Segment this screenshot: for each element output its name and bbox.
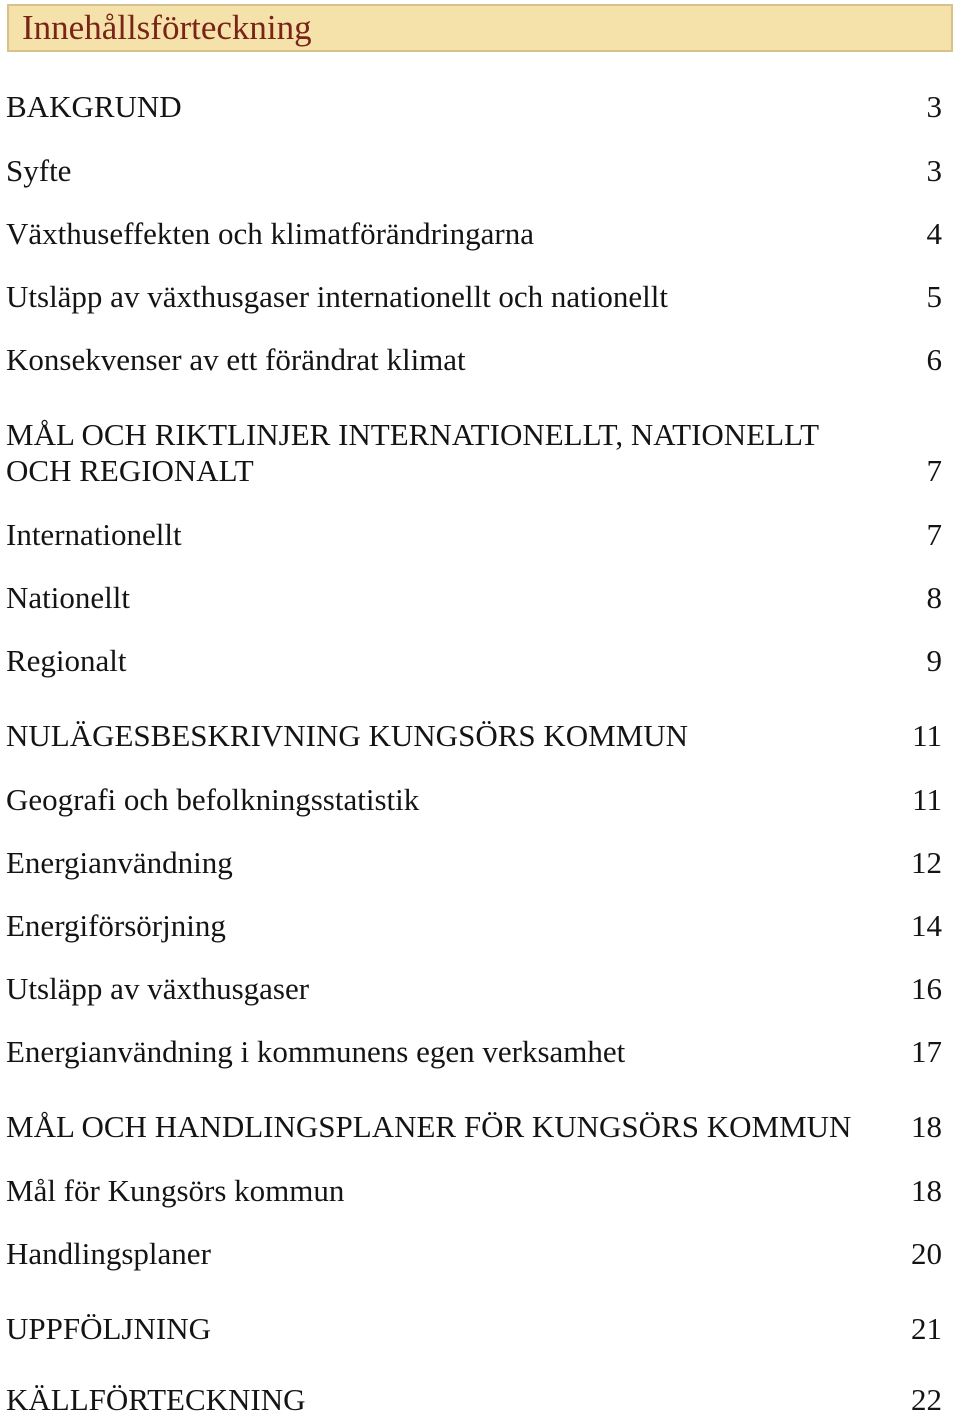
toc-entry-page-number: 20: [911, 1236, 942, 1271]
toc-subsection-entry: [6, 580, 942, 615]
toc-entry-page-number: 3: [926, 89, 942, 124]
toc-entry-title: Utsläpp av växthusgaser: [6, 971, 310, 1006]
toc-section-entry: [6, 1109, 942, 1145]
toc-subsection-entry: [6, 908, 942, 943]
toc-subsection-entry: [6, 1173, 942, 1208]
toc-entry-title: Syfte: [6, 153, 72, 188]
toc-heading: Innehållsförteckning: [22, 8, 312, 47]
toc-section-entry: [6, 89, 942, 125]
toc-entry-title: KÄLLFÖRTECKNING: [6, 1382, 306, 1417]
toc-subsection-entry: [6, 1236, 942, 1271]
toc-entry-title: UPPFÖLJNING: [6, 1311, 211, 1346]
toc-entry-page-number: 9: [926, 643, 942, 678]
toc-entry-page-number: 8: [926, 580, 942, 615]
toc-entry-page-number: 14: [911, 908, 942, 943]
toc-header-box: [7, 4, 953, 52]
toc-entry-page-number: 17: [911, 1034, 942, 1069]
toc-entry-page-number: 7: [926, 517, 942, 552]
toc-section-entry: [6, 1382, 942, 1418]
toc-entry-title: Växthuseffekten och klimatförändringarna: [6, 216, 534, 251]
toc-subsection-entry: [6, 342, 942, 377]
toc-entry-page-number: 18: [911, 1109, 942, 1144]
toc-entry-title: MÅL OCH HANDLINGSPLANER FÖR KUNGSÖRS KOMMUN: [6, 1109, 852, 1144]
toc-entry-title: Handlingsplaner: [6, 1236, 211, 1271]
toc-entry-page-number: 16: [911, 971, 942, 1006]
toc-entry-title: BAKGRUND: [6, 89, 182, 124]
toc-list: [6, 89, 942, 1418]
toc-entry-page-number: 18: [911, 1173, 942, 1208]
toc-entry-title: Nationellt: [6, 580, 130, 615]
toc-entry-title: Energianvändning: [6, 845, 233, 880]
toc-entry-page-number: 4: [926, 216, 942, 251]
toc-subsection-entry: [6, 1034, 942, 1069]
toc-subsection-entry: [6, 153, 942, 188]
toc-subsection-entry: [6, 216, 942, 251]
toc-entry-page-number: 6: [926, 342, 942, 377]
toc-entry-page-number: 21: [911, 1311, 942, 1346]
toc-entry-title: Konsekvenser av ett förändrat klimat: [6, 342, 466, 377]
toc-subsection-entry: [6, 845, 942, 880]
toc-entry-title: MÅL OCH RIKTLINJER INTERNATIONELLT, NATIONELLT OCH REGIONALT: [6, 417, 819, 488]
toc-section-entry: [6, 1311, 942, 1347]
toc-entry-title: Mål för Kungsörs kommun: [6, 1173, 345, 1208]
toc-entry-page-number: 12: [911, 845, 942, 880]
toc-subsection-entry: [6, 279, 942, 314]
toc-entry-title: Utsläpp av växthusgaser internationellt och nationellt: [6, 279, 669, 314]
toc-entry-title: Energiförsörjning: [6, 908, 226, 943]
toc-subsection-entry: [6, 643, 942, 678]
toc-entry-page-number: 5: [926, 279, 942, 314]
toc-section-entry: [6, 417, 942, 489]
toc-entry-title: Regionalt: [6, 643, 127, 678]
toc-entry-title: Energianvändning i kommunens egen verksamhet: [6, 1034, 626, 1069]
toc-entry-title: Internationellt: [6, 517, 182, 552]
toc-entry-page-number: 22: [911, 1382, 942, 1417]
toc-entry-title: Geografi och befolkningsstatistik: [6, 782, 420, 817]
toc-subsection-entry: [6, 971, 942, 1006]
toc-entry-page-number: 7: [926, 453, 942, 488]
toc-section-entry: [6, 718, 942, 754]
toc-entry-page-number: 3: [926, 153, 942, 188]
toc-subsection-entry: [6, 782, 942, 817]
toc-entry-page-number: 11: [912, 718, 942, 753]
toc-entry-page-number: 11: [912, 782, 942, 817]
toc-subsection-entry: [6, 517, 942, 552]
toc-entry-title: NULÄGESBESKRIVNING KUNGSÖRS KOMMUN: [6, 718, 689, 753]
